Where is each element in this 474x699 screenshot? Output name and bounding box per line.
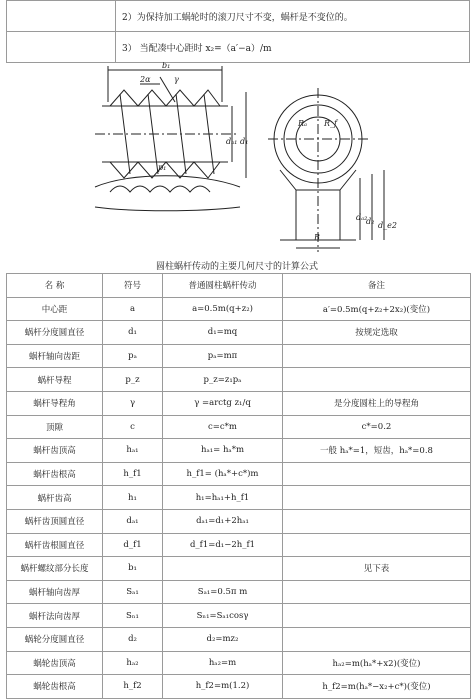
cell-formula: Sₙ₁=Sₐ₁cosγ: [163, 604, 283, 628]
cell-formula: p_z=z₁pₐ: [163, 368, 283, 392]
cell-name: 蜗杆轴向齿距: [7, 344, 103, 368]
table-row: [7, 580, 471, 604]
label-d2: d₂: [366, 217, 375, 226]
cell-note: h_f2=m(hₐ*−x₂+c*)(变位): [283, 675, 471, 699]
cell-symbol: a: [103, 297, 163, 321]
table-row: [7, 509, 471, 533]
table-row: [7, 462, 471, 486]
cell-note: hₐ₂=m(hₐ*+x2)(变位): [283, 651, 471, 675]
table-row: [7, 627, 471, 651]
cell-note: [283, 533, 471, 557]
cell-symbol: d₁: [103, 321, 163, 345]
cell-note: [283, 344, 471, 368]
table-row: [7, 297, 471, 321]
label-B: B: [314, 233, 320, 242]
cell-symbol: d_f1: [103, 533, 163, 557]
table-row: [7, 439, 471, 463]
cell-name: 蜗轮齿顶高: [7, 651, 103, 675]
cell-note: c*=0.2: [283, 415, 471, 439]
top-cell-text: 3） 当配凑中心距时 x₂=（a′−a）/m: [116, 32, 470, 63]
cell-note: 是分度圆柱上的导程角: [283, 391, 471, 415]
worm-gear-figure: [0, 62, 474, 252]
top-row: [7, 32, 470, 63]
cell-name: 蜗杆齿根圆直径: [7, 533, 103, 557]
top-cell-text: 2）为保持加工蜗轮时的滚刀尺寸不变，蜗杆是不变位的。: [116, 1, 470, 32]
table-row: [7, 604, 471, 628]
cell-symbol: p_z: [103, 368, 163, 392]
header-symbol: 符号: [103, 274, 163, 298]
cell-note: [283, 627, 471, 651]
header-formula: 普通圆柱蜗杆传动: [163, 274, 283, 298]
cell-name: 蜗杆齿顶高: [7, 439, 103, 463]
top-cell-blank: [7, 32, 116, 63]
table-row: [7, 651, 471, 675]
top-cell-blank: [7, 1, 116, 32]
label-b1: b₁: [162, 62, 171, 70]
header-name: 名 称: [7, 274, 103, 298]
cell-formula: hₐ₂=m: [163, 651, 283, 675]
cell-note: 见下表: [283, 557, 471, 581]
cell-formula: a=0.5m(q+z₂): [163, 297, 283, 321]
top-row: [7, 1, 470, 32]
label-ra: Rₐ: [298, 119, 308, 128]
cell-note: [283, 486, 471, 510]
cell-formula: c=c*m: [163, 415, 283, 439]
cell-formula: d₁=mq: [163, 321, 283, 345]
cell-name: 蜗杆齿高: [7, 486, 103, 510]
cell-note: [283, 509, 471, 533]
cell-symbol: b₁: [103, 557, 163, 581]
cell-symbol: h₁: [103, 486, 163, 510]
wormwheel-front-view: [268, 88, 384, 252]
cell-name: 蜗杆螺纹部分长度: [7, 557, 103, 581]
cell-formula: Sₐ₁=0.5π m: [163, 580, 283, 604]
cell-symbol: Sₐ₁: [103, 580, 163, 604]
cell-symbol: d₂: [103, 627, 163, 651]
cell-symbol: Sₙ₁: [103, 604, 163, 628]
cell-name: 蜗杆导程: [7, 368, 103, 392]
cell-name: 蜗轮分度圆直径: [7, 627, 103, 651]
table-row: [7, 675, 471, 699]
label-d2a: dₐ₂: [356, 213, 368, 222]
cell-formula: d₂=mz₂: [163, 627, 283, 651]
table-row: [7, 557, 471, 581]
cell-symbol: hₐ₂: [103, 651, 163, 675]
label-d1: d₁: [240, 137, 249, 146]
cell-name: 蜗杆轴向齿厚: [7, 580, 103, 604]
label-rf: R_f: [324, 119, 337, 128]
cell-note: 一般 hₐ*=1，短齿，hₐ*=0.8: [283, 439, 471, 463]
cell-note: [283, 604, 471, 628]
cell-name: 蜗杆分度圆直径: [7, 321, 103, 345]
cell-formula: d_f1=d₁−2h_f1: [163, 533, 283, 557]
cell-name: 蜗杆法向齿厚: [7, 604, 103, 628]
formula-table: [6, 273, 471, 699]
cell-formula: h₁=hₐ₁+h_f1: [163, 486, 283, 510]
cell-name: 蜗杆齿根高: [7, 462, 103, 486]
cell-formula: h_f2=m(1.2): [163, 675, 283, 699]
header-note: 备注: [283, 274, 471, 298]
cell-formula: pₐ=mπ: [163, 344, 283, 368]
cell-formula: γ =arctg z₁/q: [163, 391, 283, 415]
table-row: [7, 391, 471, 415]
table-body: [7, 297, 471, 698]
cell-formula: [163, 557, 283, 581]
cell-symbol: h_f1: [103, 462, 163, 486]
table-row: [7, 415, 471, 439]
cell-symbol: hₐ₁: [103, 439, 163, 463]
cell-name: 顶隙: [7, 415, 103, 439]
cell-note: [283, 368, 471, 392]
worm-side-view: [95, 66, 249, 211]
label-gamma: γ: [174, 75, 179, 84]
cell-symbol: h_f2: [103, 675, 163, 699]
cell-name: 蜗杆导程角: [7, 391, 103, 415]
cell-name: 中心距: [7, 297, 103, 321]
cell-name: 蜗轮齿根高: [7, 675, 103, 699]
table-row: [7, 486, 471, 510]
table-row: [7, 321, 471, 345]
label-p1: p₁: [158, 163, 167, 172]
table-caption: 圆柱蜗杆传动的主要几何尺寸的计算公式: [155, 262, 318, 272]
label-2alpha: 2α: [140, 75, 151, 84]
cell-note: a′=0.5m(q+z₂+2x₂)(变位): [283, 297, 471, 321]
table-row: [7, 533, 471, 557]
cell-symbol: pₐ: [103, 344, 163, 368]
cell-formula: dₐ₁=d₁+2hₐ₁: [163, 509, 283, 533]
label-da1: dₐ₁: [226, 137, 238, 146]
cell-note: [283, 580, 471, 604]
label-de2: d_e2: [378, 221, 397, 230]
cell-symbol: γ: [103, 391, 163, 415]
cell-symbol: c: [103, 415, 163, 439]
cell-formula: hₐ₁= hₐ*m: [163, 439, 283, 463]
header-row: [7, 274, 471, 298]
cell-symbol: dₐ₁: [103, 509, 163, 533]
cell-note: [283, 462, 471, 486]
cell-note: 按规定选取: [283, 321, 471, 345]
table-row: [7, 368, 471, 392]
table-row: [7, 344, 471, 368]
top-table: [6, 0, 470, 63]
cell-formula: h_f1= (hₐ*+c*)m: [163, 462, 283, 486]
cell-name: 蜗杆齿顶圆直径: [7, 509, 103, 533]
